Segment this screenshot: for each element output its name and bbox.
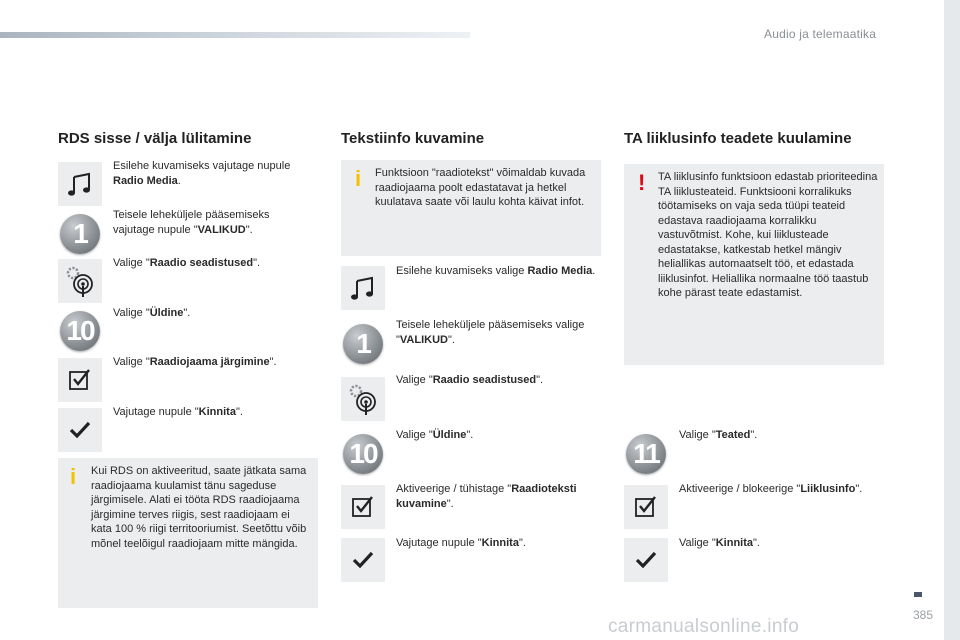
rds-step-5: Valige "Raadiojaama järgimine". [113,356,277,368]
radio-settings-icon [346,382,380,416]
checkbox-tile [341,485,385,529]
text-step-6: Vajutage nupule "Kinnita". [396,537,526,549]
step-number-badge [341,432,385,476]
text-step-2: Teisele leheküljele pääsemiseks valige "VALIKUD". [396,319,585,346]
checkbox-icon [67,367,93,393]
info-icon: i [70,464,77,489]
text-info-text: Funktsioon "raadiotekst" võimaldab kuvada raadiojaama poolt edastatavat ja hetkel kuulatava saate või laulu kohta käivat infot. [375,167,586,208]
text-info-box [341,160,601,256]
radio-settings-tile [341,377,385,421]
ta-warning-text: TA liiklusinfo funktsioon edastab prioriteedina TA liiklusteateid. Funktsiooni korralikuks töötamiseks on vaja seda tüüpi teateid edastava raadiojaama korralikku vastuvõtmist. Kohe, kui liiklusteade edastatakse, katkestab hetkel mängiv heliallikas automaatselt töö, et edastada liiklusinfot. Heliallika normaalne töö taastub kohe pärast teate edastamist. [658,171,878,299]
step-number: 11 [626,434,666,474]
rds-step-4: Valige "Üldine". [113,307,191,319]
step-number: 10 [343,434,383,474]
text-step-5: Aktiveerige / tühistage "Raadioteksti kuvamine". [396,483,577,510]
step-number: 1 [60,214,100,254]
rds-info-box [58,458,318,608]
check-icon [351,548,375,572]
music-note-icon [348,273,378,303]
step-number: 10 [60,311,100,351]
radio-settings-icon [63,264,97,298]
rds-heading: RDS sisse / välja lülitamine [58,130,252,147]
check-icon [634,548,658,572]
rds-step-3: Valige "Raadio seadistused". [113,257,261,269]
radio-settings-tile [58,259,102,303]
info-icon: i [355,166,362,191]
confirm-tile [624,538,668,582]
ta-heading: TA liiklusinfo teadete kuulamine [624,130,852,147]
ta-step-2: Aktiveerige / blokeerige "Liiklusinfo". [679,483,863,495]
checkbox-tile [58,358,102,402]
page-edge-strip [944,0,960,640]
music-note-tile [341,266,385,310]
ta-step-3: Valige "Kinnita". [679,537,760,549]
checkbox-tile [624,485,668,529]
check-icon [68,418,92,442]
step-number: 1 [343,324,383,364]
rds-step-6: Vajutage nupule "Kinnita". [113,406,243,418]
text-step-1: Esilehe kuvamiseks valige Radio Media. [396,265,596,277]
step-number-badge [58,309,102,353]
section-title: Audio ja telemaatika [764,27,877,41]
page-number: 385 [913,608,934,622]
header-rule [0,32,470,38]
ta-step-1: Valige "Teated". [679,429,758,441]
text-step-4: Valige "Üldine". [396,429,474,441]
music-note-icon [65,169,95,199]
ta-warning-box [624,164,884,365]
warning-icon: ! [638,170,646,195]
watermark-text: carmanualsonline.info [608,616,800,637]
text-heading: Tekstiinfo kuvamine [341,130,485,147]
rds-step-1: Esilehe kuvamiseks vajutage nupule Radio Media. [113,160,291,187]
step-number-badge [341,322,385,366]
confirm-tile [341,538,385,582]
confirm-tile [58,408,102,452]
step-number-badge [624,432,668,476]
text-step-3: Valige "Raadio seadistused". [396,374,544,386]
checkbox-icon [633,494,659,520]
rds-info-text: Kui RDS on aktiveeritud, saate jätkata sama raadiojaama kuulamist tänu sageduse järgimisele. Alati ei tööta RDS raadiojaama järgimine terves riigis, sest raadiojaam ei kata 100 % riigi territooriumist. Seetõttu võib mõnel teelõigul raadiojaam mitte mängida. [91,465,307,550]
rds-step-2: Teisele leheküljele pääsemiseks vajutage nupule "VALIKUD". [113,209,270,236]
page-marker [914,592,922,597]
checkbox-icon [350,494,376,520]
step-number-badge [58,212,102,256]
music-note-tile [58,162,102,206]
